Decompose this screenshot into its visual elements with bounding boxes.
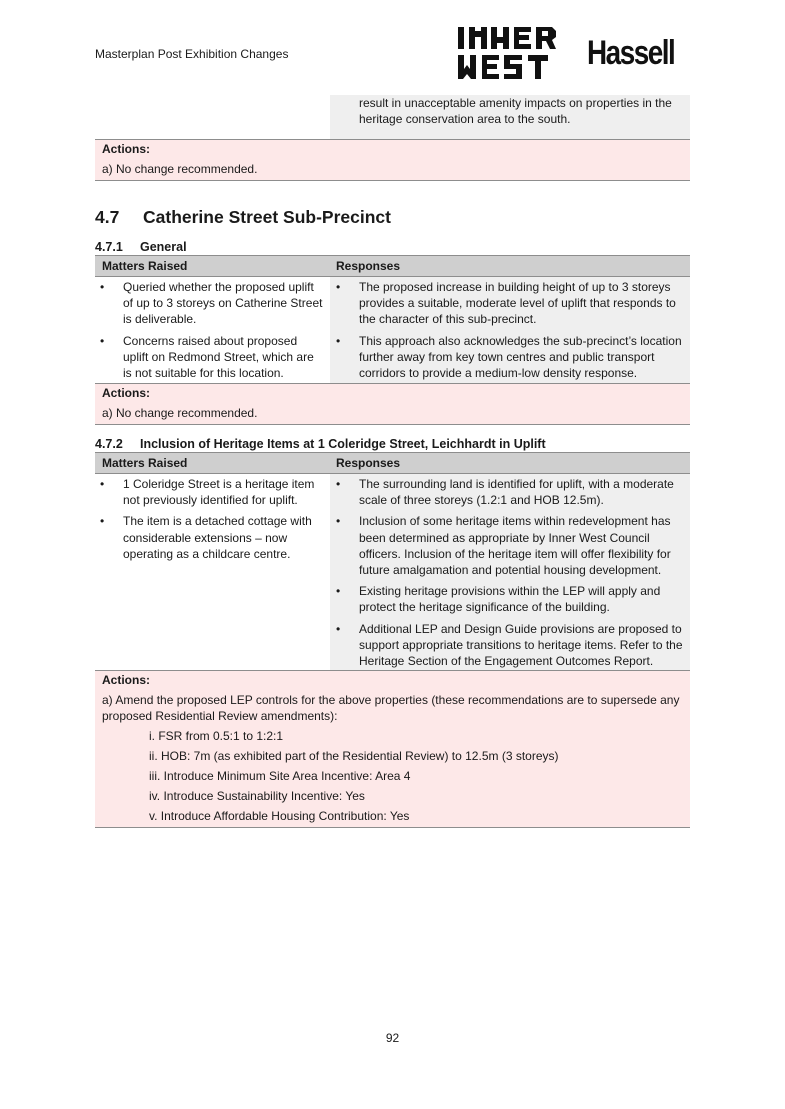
list-item: • Concerns raised about proposed uplift on Redmond Street, which are is not suitable for this location. [95,333,325,382]
divider [95,827,690,828]
actions-label: Actions: [102,386,150,400]
list-item: • 1 Coleridge Street is a heritage item not previously identified for uplift. [95,476,325,508]
action-item: i. FSR from 0.5:1 to 1:2:1 [149,729,284,743]
table-header [95,452,690,474]
subsection-number: 4.7.2 [95,437,123,451]
carryover-text: result in unacceptable amenity impacts on properties in the heritage conservation area to the south. [359,96,672,126]
inner-west-logo [458,27,556,79]
actions-block [95,671,690,827]
col-responses-header: Responses [336,259,401,273]
actions-block [95,140,690,180]
page-number: 92 [385,1031,400,1045]
action-item: v. Introduce Affordable Housing Contribution: Yes [149,809,410,823]
subsection-title: General [140,240,187,254]
actions-label: Actions: [102,673,150,687]
carryover-response-cell [330,95,690,139]
divider [95,424,690,425]
list-item: • The surrounding land is identified for uplift, with a moderate scale of three storeys (1.2:1 and HOB 12.5m). [331,476,688,508]
actions-text: a) Amend the proposed LEP controls for the above properties (these recommendations are to supersede any proposed Residential Review amendments): [102,693,680,723]
action-item: iv. Introduce Sustainability Incentive: Yes [149,789,365,803]
section-title: Catherine Street Sub-Precinct [143,207,391,227]
divider [95,180,690,181]
table-header [95,255,690,277]
responses-list [331,476,688,674]
responses-list [331,279,688,386]
actions-text: a) No change recommended. [102,406,258,420]
actions-label: Actions: [102,142,150,156]
matters-cell [95,279,325,386]
matters-cell [95,476,325,567]
list-item: • Existing heritage provisions within the LEP will apply and protect the heritage significance of the building. [331,583,688,615]
col-matters-header: Matters Raised [102,456,188,470]
list-item: • The item is a detached cottage with considerable extensions – now operating as a childcare centre. [95,513,325,562]
action-item: ii. HOB: 7m (as exhibited part of the Residential Review) to 12.5m (3 storeys) [149,749,559,763]
list-item: • Queried whether the proposed uplift of up to 3 storeys on Catherine Street is deliverable. [95,279,325,328]
section-number: 4.7 [95,207,120,227]
col-matters-header: Matters Raised [102,259,188,273]
list-item: • The proposed increase in building height of up to 3 storeys provides a suitable, moderate level of uplift that responds to the character of this sub-precinct. [331,279,688,328]
list-item: • Inclusion of some heritage items within redevelopment has been determined as appropriate by Inner West Council officers. Inclusion of the heritage item will offer flexibility for future amalgamation and potential housing development. [331,513,688,578]
list-item: • Additional LEP and Design Guide provisions are proposed to support appropriate transitions to heritage items. Refer to the Heritage Section of the Engagement Outcomes Report. [331,621,688,670]
col-responses-header: Responses [336,456,401,470]
hassell-logo: Hassell [587,34,675,72]
actions-block [95,384,690,424]
subsection-title: Inclusion of Heritage Items at 1 Coleridge Street, Leichhardt in Uplift [140,437,546,451]
actions-text: a) No change recommended. [102,162,258,176]
subsection-number: 4.7.1 [95,240,123,254]
action-item: iii. Introduce Minimum Site Area Incentive: Area 4 [149,769,411,783]
running-title: Masterplan Post Exhibition Changes [95,47,289,61]
list-item: • This approach also acknowledges the sub-precinct’s location further away from key town centres and public transport corridors to provide a medium-low density response. [331,333,688,382]
